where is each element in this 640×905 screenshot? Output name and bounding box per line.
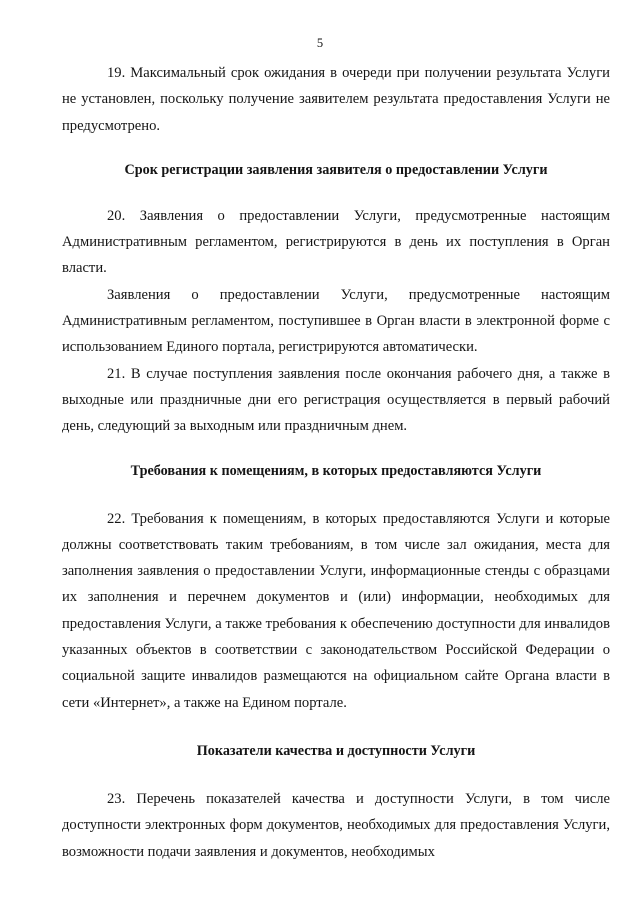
page-number: 5: [316, 36, 324, 50]
paragraph-21: 21. В случае поступления заявления после окончания рабочего дня, а также в выходные или праздничные дни его регистрация осуществляется в первый рабочий день, следующий за выходным или праздничным днем.: [62, 365, 610, 435]
heading-premises-requirements: Требования к помещениям, в которых предоставляются Услуги: [130, 462, 542, 479]
paragraph-20-b: Заявления о предоставлении Услуги, предусмотренные настоящим Административным регламентом, поступившее в Орган власти в электронной форме с использованием Единого портала, регистрируются автоматически.: [62, 286, 610, 356]
spacer: [62, 139, 610, 157]
document-body: [62, 60, 610, 865]
paragraph-20-a: 20. Заявления о предоставлении Услуги, предусмотренные настоящим Административным регламентом, регистрируются в день их поступления в Орган власти.: [62, 207, 610, 277]
heading-quality-indicators: Показатели качества и доступности Услуги: [196, 742, 476, 759]
paragraph-19: 19. Максимальный срок ожидания в очереди при получении результата Услуги не установлен, поскольку получение заявителем результата предоставления Услуги не предусмотрено.: [62, 65, 610, 134]
paragraph-22: 22. Требования к помещениям, в которых предоставляются Услуги и которые должны соответствовать таким требованиям, в том числе зал ожидания, места для заполнения заявления о предоставлении Услуги, информационные стенды с образцами их заполнения и перечнем документов и (или) информации, необходимых для предоставления Услуги, а также требования к обеспечению доступности для инвалидов указанных объектов в соответствии с законодательством Российской Федерации о социальной защите инвалидов размещаются на официальном сайте Органа власти в сети «Интернет», а также на Едином портале.: [62, 510, 610, 711]
heading-registration-term: Срок регистрации заявления заявителя о предоставлении Услуги: [124, 161, 548, 178]
spacer: [62, 183, 610, 203]
spacer: [62, 440, 610, 458]
spacer: [62, 764, 610, 786]
spacer: [62, 484, 610, 506]
paragraph-23: 23. Перечень показателей качества и доступности Услуги, в том числе доступности электронных форм документов, необходимых для предоставления Услуги, возможности подачи заявления и документов, необходимых: [62, 790, 610, 860]
spacer: [62, 716, 610, 738]
